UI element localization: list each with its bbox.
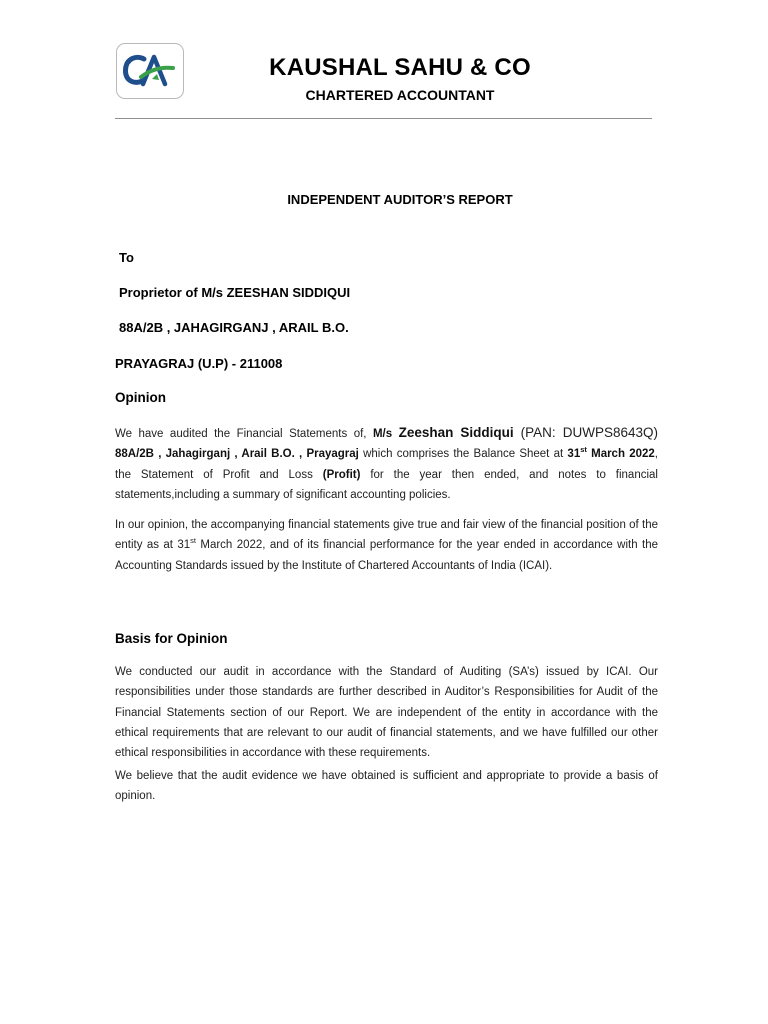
opinion-p2-text-1: In our opinion, the accompanying financial statements give true and fair view of the financial position of the entity as at 31	[115, 519, 658, 552]
opinion-p1-text-3: , the Statement of Profit and Loss	[115, 448, 658, 481]
firm-subtitle: CHARTERED ACCOUNTANT	[305, 87, 495, 103]
ca-logo-icon	[117, 44, 183, 98]
basis-heading: Basis for Opinion	[115, 631, 228, 646]
opinion-p1-ms: M/s	[372, 428, 399, 440]
addressee-line-1: Proprietor of M/s ZEESHAN SIDDIQUI	[119, 285, 351, 300]
opinion-p2-date-suffix: st	[190, 536, 196, 546]
ca-logo	[116, 43, 184, 99]
opinion-p1-text-1: We have audited the Financial Statements of,	[115, 428, 373, 440]
opinion-p2-text-2: March 2022, and of its financial performance for the year ended in accordance with the Accounting Standards issued by the Institute of Chartered Accountants of India (ICAI).	[115, 539, 658, 572]
entity-pan: (PAN: DUWPS8643Q)	[513, 425, 658, 440]
opinion-paragraph-1	[115, 423, 658, 505]
opinion-heading: Opinion	[115, 390, 166, 405]
basis-paragraph-2: We believe that the audit evidence we have obtained is sufficient and appropriate to provide a basis of opinion.	[115, 770, 658, 803]
balance-sheet-date-day: 31	[567, 448, 581, 461]
balance-sheet-date-suffix: st	[580, 445, 587, 455]
basis-paragraph-1: We conducted our audit in accordance with the Standard of Auditing (SA’s) issued by ICAI. Our responsibilities under those standards are further described in Auditor’s Responsibilities for Audit of the Financial Statements section of our Report. We are independent of the entity in accordance with the ethical requirements that are relevant to our audit of financial statements, and we have fulfilled our other ethical responsibilities in accordance with these requirements.	[115, 666, 658, 760]
opinion-paragraph-2	[115, 515, 658, 576]
addressee-line-2: 88A/2B , JAHAGIRGANJ , ARAIL B.O.	[119, 320, 349, 335]
entity-name: Zeeshan Siddiqui	[398, 425, 514, 440]
profit-label: (Profit)	[322, 468, 361, 481]
balance-sheet-date-rest: March 2022	[586, 448, 655, 461]
addressee-line-3: PRAYAGRAJ (U.P) - 211008	[115, 356, 283, 371]
firm-name: KAUSHAL SAHU & CO	[269, 54, 531, 81]
header-divider	[115, 118, 652, 119]
opinion-p1-text-4: for the year then ended, and notes to financial statements,including a summary of significant accounting policies.	[115, 468, 658, 501]
opinion-p1-text-2: which comprises the Balance Sheet at	[358, 448, 568, 461]
report-title: INDEPENDENT AUDITOR’S REPORT	[287, 192, 513, 207]
entity-address: 88A/2B , Jahagirganj , Arail B.O. , Prayagraj	[115, 448, 359, 461]
addressee-to: To	[119, 250, 134, 265]
